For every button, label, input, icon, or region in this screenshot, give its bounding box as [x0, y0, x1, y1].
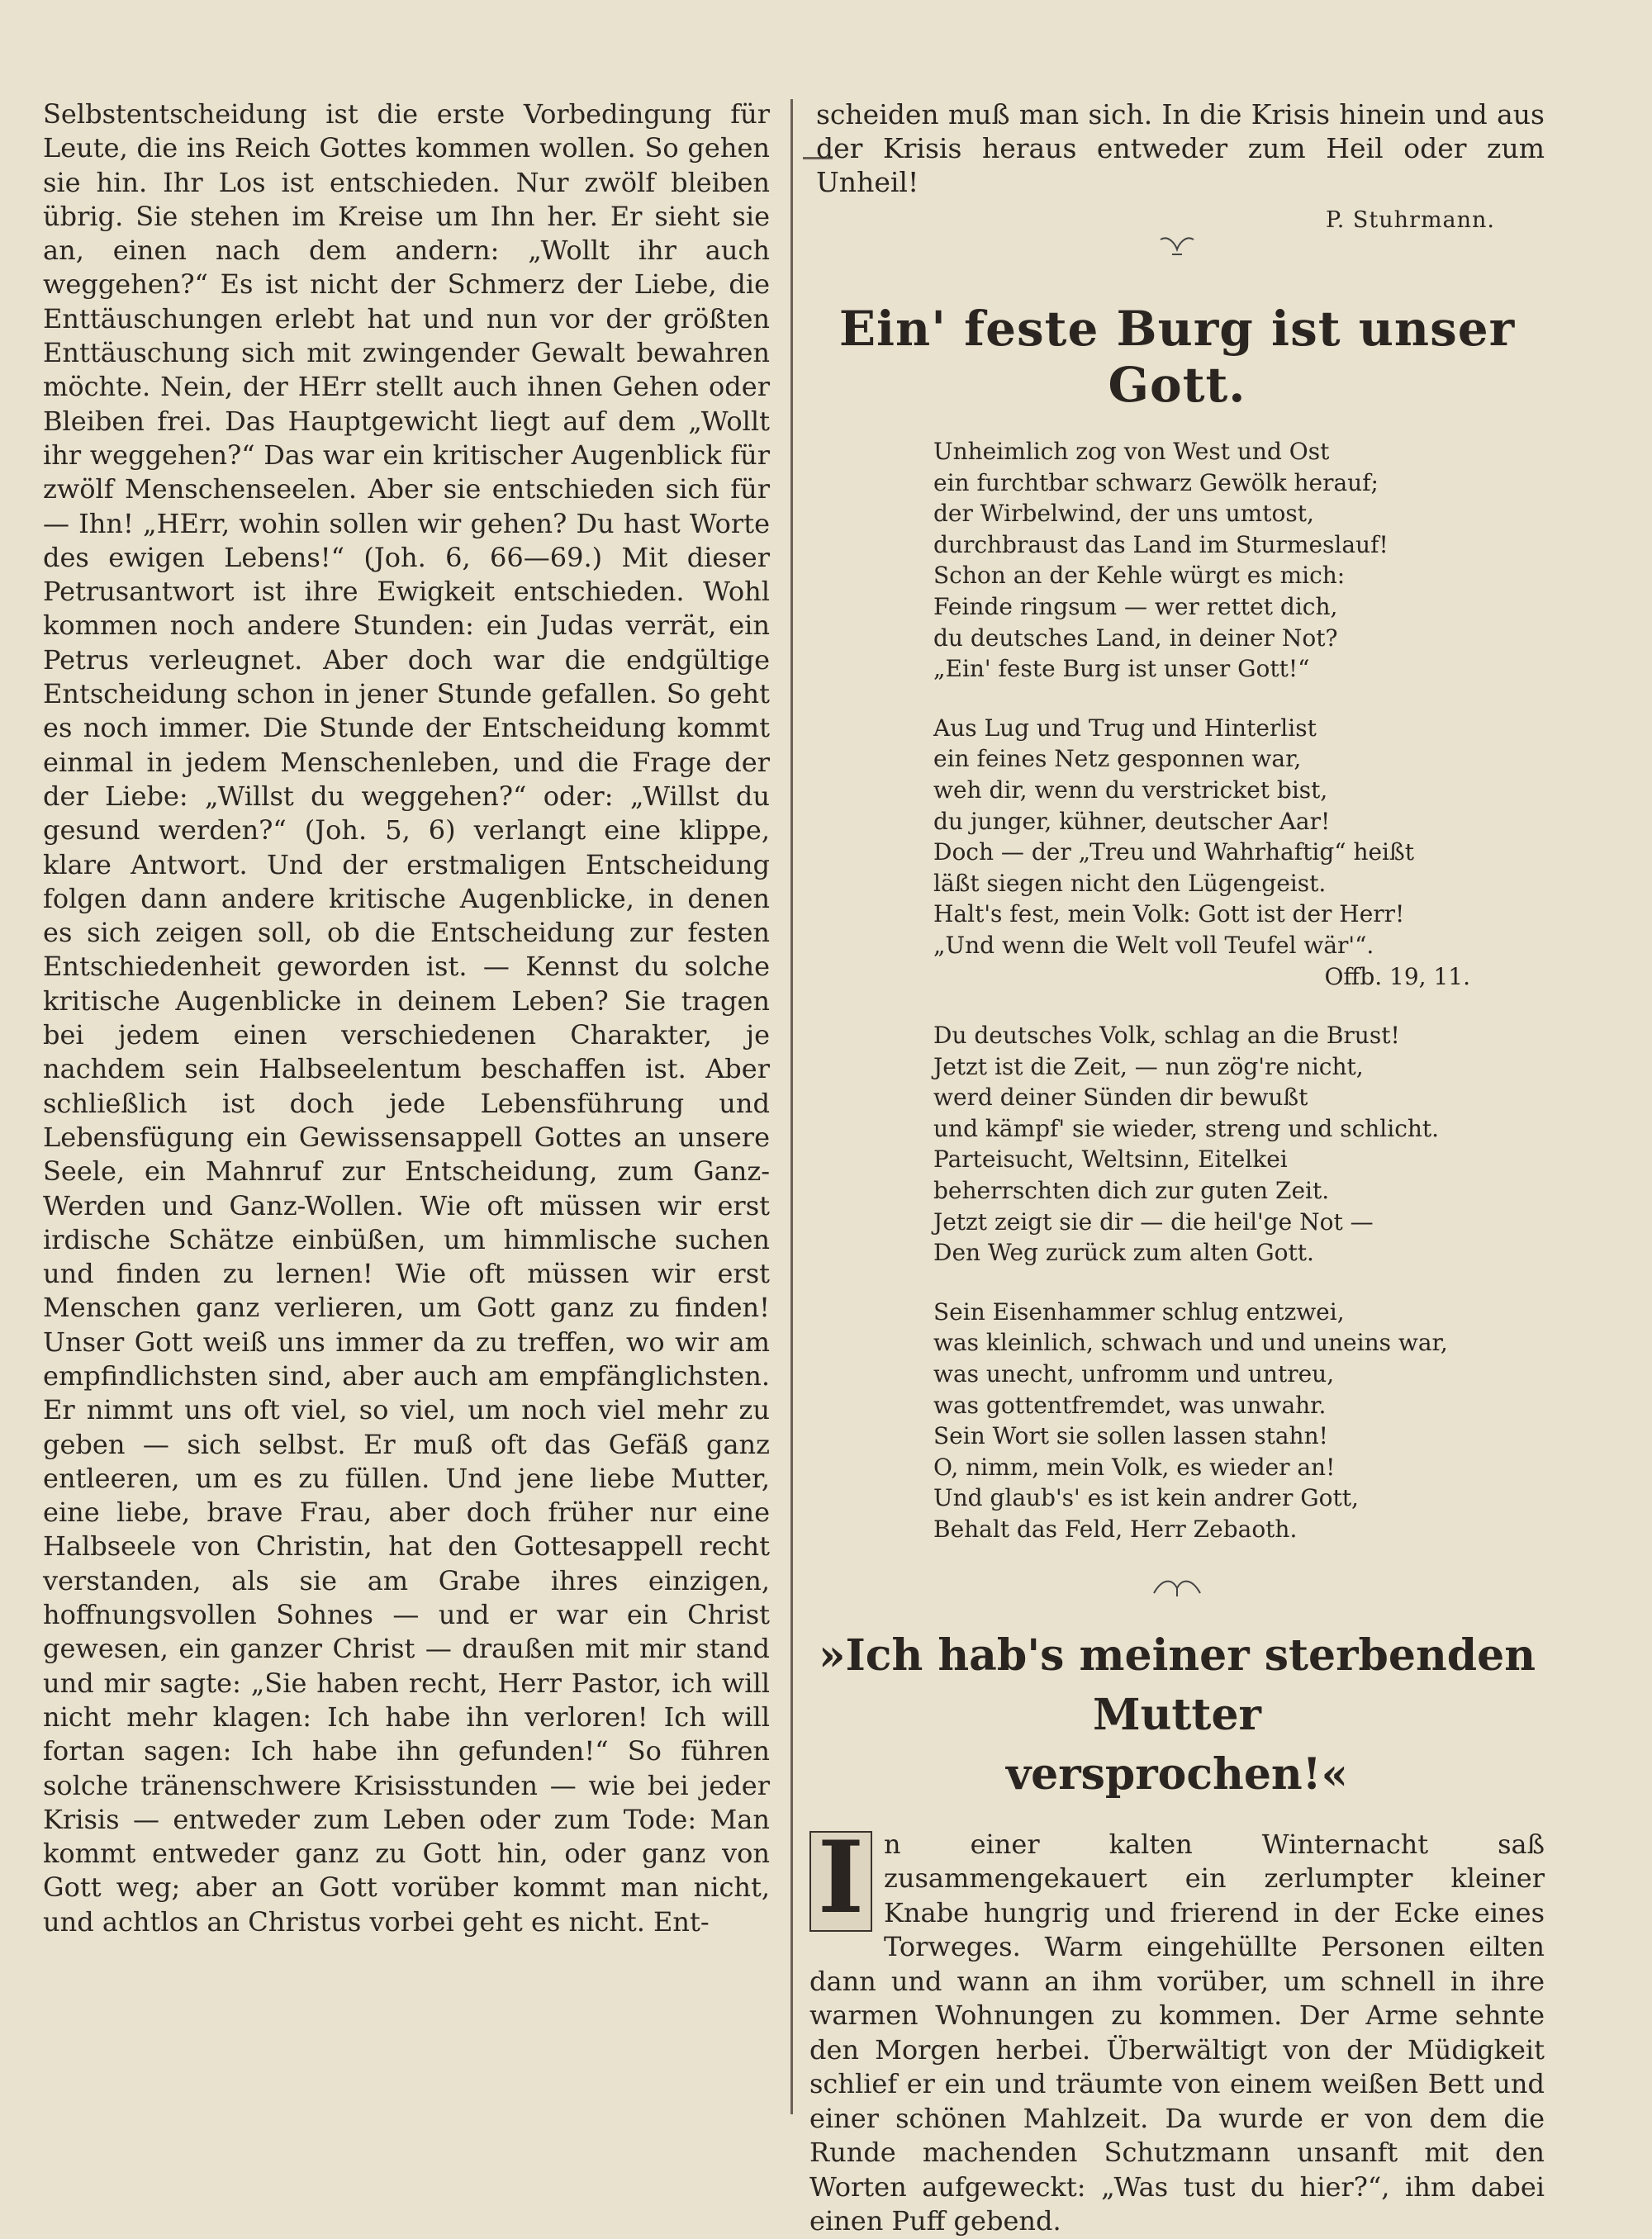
right-column [809, 97, 1545, 2239]
bible-reference: Offb. 19, 11. [1324, 962, 1470, 990]
poem-line: ein feines Netz gesponnen war, [933, 745, 1302, 773]
left-column [43, 97, 770, 1939]
poem-stanza-2 [933, 713, 1545, 992]
poem-line: und kämpf' sie wieder, streng und schlicht. [933, 1114, 1440, 1142]
story-title-line-2: versprochen!« [1005, 1748, 1349, 1800]
ornament-icon [809, 233, 1545, 271]
story-title-line-1: »Ich hab's meiner sterbenden Mutter [818, 1629, 1536, 1740]
poem-line: Behalt das Feld, Herr Zebaoth. [933, 1516, 1298, 1543]
poem-line: läßt siegen nicht den Lügengeist. [933, 869, 1327, 897]
poem-line: du deutsches Land, in deiner Not? [933, 624, 1338, 652]
poem-line: Unheimlich zog von West und Ost [933, 438, 1330, 465]
poem-line: durchbraust das Land im Sturmeslauf! [933, 530, 1389, 558]
poem-line: „Ein' feste Burg ist unser Gott!“ [933, 655, 1310, 683]
column-divider [790, 99, 793, 2114]
poem-line: Und glaub's' es ist kein andrer Gott, [933, 1484, 1359, 1512]
author-signature: P. Stuhrmann. [1326, 207, 1495, 233]
poem-line: O, nimm, mein Volk, es wieder an! [933, 1453, 1336, 1481]
poem-line: weh dir, wenn du verstricket bist, [933, 776, 1328, 804]
poem-stanza-1 [933, 436, 1545, 685]
poem-line: Jetzt ist die Zeit, — nun zög're nicht, [933, 1052, 1364, 1080]
poem-line: „Und wenn die Welt voll Teufel wär'“. [933, 931, 1374, 959]
poem-line: du junger, kühner, deutscher Aar! [933, 807, 1331, 835]
story-text: n einer kalten Winternacht saß zusammengekauert ein zerlumpter kleiner Knabe hungrig und frierend in der Ecke eines Torweges. Warm eingehüllte Personen eilten dann und wann an ihm vorüber, um schnell in ihre warmen Wohnungen zu kommen. Der Arme sehnte den Morgen herbei. Überwältigt von der Müdigkeit schlief er ein und träumte von einem weißen Bett und einer schönen Mahlzeit. Da wurde er von dem die Runde machenden Schutzmann unsanft mit den Worten aufgeweckt: „Was tust du hier?“, ihm dabei einen Puff gebend. [809, 1828, 1545, 2237]
ornament-icon [809, 1573, 1545, 1611]
poem-line: Parteisucht, Weltsinn, Eitelkei [933, 1146, 1288, 1174]
left-column-text: Selbstentscheidung ist die erste Vorbedingung für Leute, die ins Reich Gottes kommen wollen. So gehen sie hin. Ihr Los ist entschieden. Nur zwölf bleiben übrig. Sie stehen im Kreise um Ihn her. Er sieht sie an, einen nach dem andern: „Wollt ihr auch weggehen?“ Es ist nicht der Schmerz der Liebe, die Enttäuschungen erlebt hat und nun vor der größten Enttäuschung sich mit zwingender Gewalt bewahren möchte. Nein, der HErr stellt auch ihnen Gehen oder Bleiben frei. Das Hauptgewicht liegt auf dem „Wollt ihr weggehen?“ Das war ein kritischer Augenblick für zwölf Menschenseelen. Aber sie entschieden sich für — Ihn! „HErr, wohin sollen wir gehen? Du hast Worte des ewigen Lebens!“ (Joh. 6, 66—69.) Mit dieser Petrusantwort ist ihre Ewigkeit entschieden. Wohl kommen noch andere Stunden: ein Judas verrät, ein Petrus verleugnet. Aber doch war die endgültige Entscheidung schon in jener Stunde gefallen. So geht es noch immer. Die Stunde der Entscheidung kommt einmal in jedem Menschenleben, und die Frage der der Liebe: „Willst du weggehen?“ oder: „Willst du gesund werden?“ (Joh. 5, 6) verlangt eine klippe, klare Antwort. Und der erstmaligen Entscheidung folgen dann andere kritische Augenblicke, in denen es sich zeigen soll, ob die Entscheidung zur festen Entschiedenheit geworden ist. — Kennst du solche kritische Augenblicke in deinem Leben? Sie tragen bei jedem einen verschiedenen Charakter, je nachdem sein Halbseelentum beschaffen ist. Aber schließlich ist doch jede Lebensführung und Lebensfügung ein Gewissensappell Gottes an unsere Seele, ein Mahnruf zur Entscheidung, zum Ganz-Werden und Ganz-Wollen. Wie oft müssen wir erst irdische Schätze einbüßen, um himmlische suchen und finden zu lernen! Wie oft müssen wir erst Menschen ganz verlieren, um Gott ganz zu finden! Unser Gott weiß uns immer da zu treffen, wo wir am empfindlichsten sind, aber auch am empfänglichsten. Er nimmt uns oft viel, so viel, um noch viel mehr zu geben — sich selbst. Er muß oft das Gefäß ganz entleeren, um es zu füllen. Und jene liebe Mutter, eine liebe, brave Frau, aber doch früher nur eine Halbseele von Christin, hat den Gottesappell recht verstanden, als sie am Grabe ihres einzigen, hoffnungsvollen Sohnes — und er war ein Christ gewesen, ein ganzer Christ — draußen mit mir stand und mir sagte: „Sie haben recht, Herr Pastor, ich will nicht mehr klagen: Ich habe ihn verloren! Ich will fortan sagen: Ich habe ihn gefunden!“ So führen solche tränenschwere Krisisstunden — wie bei jeder Krisis — entweder zum Leben oder zum Tode: Man kommt entweder ganz zu Gott hin, oder ganz von Gott weg; aber an Gott vorüber kommt man nicht, und achtlos an Christus vorbei geht es nicht. Ent- [43, 98, 770, 1938]
drop-cap: I [809, 1831, 872, 1932]
poem-line: Halt's fest, mein Volk: Gott ist der Herr! [933, 900, 1405, 928]
poem-line: was kleinlich, schwach und und uneins war, [933, 1329, 1448, 1357]
poem-line: Feinde ringsum — wer rettet dich, [933, 592, 1338, 620]
poem-line: beherrschten dich zur guten Zeit. [933, 1177, 1330, 1205]
poem-stanza-3 [933, 1020, 1545, 1269]
poem-line: Schon an der Kehle würgt es mich: [933, 562, 1346, 590]
poem-line: der Wirbelwind, der uns umtost, [933, 500, 1314, 528]
poem-line: Sein Wort sie sollen lassen stahn! [933, 1422, 1328, 1450]
continuation-text: scheiden muß man sich. In die Krisis hinein und aus der Krisis heraus entweder zum Heil oder zum Unheil! [816, 98, 1545, 198]
poem-line: was gottentfremdet, was unwahr. [933, 1391, 1327, 1419]
poem-line: Sein Eisenhammer schlug entzwei, [933, 1297, 1345, 1326]
poem-line: was unecht, unfromm und untreu, [933, 1360, 1335, 1388]
poem-line: Aus Lug und Trug und Hinterlist [933, 714, 1317, 742]
poem-line: werd deiner Sünden dir bewußt [933, 1084, 1308, 1112]
poem-line: ein furchtbar schwarz Gewölk herauf; [933, 468, 1379, 496]
story-body [809, 1819, 1545, 2239]
story-title [809, 1626, 1545, 1805]
poem-line: Du deutsches Volk, schlag an die Brust! [933, 1022, 1400, 1050]
poem-line: Jetzt zeigt sie dir — die heil'ge Not — [933, 1207, 1374, 1236]
poem-line: Doch — der „Treu und Wahrhaftig“ heißt [933, 838, 1414, 866]
poem-line: Den Weg zurück zum alten Gott. [933, 1239, 1314, 1267]
poem-title: Ein' feste Burg ist unser Gott. [838, 301, 1516, 413]
poem-stanza-4 [933, 1297, 1545, 1545]
